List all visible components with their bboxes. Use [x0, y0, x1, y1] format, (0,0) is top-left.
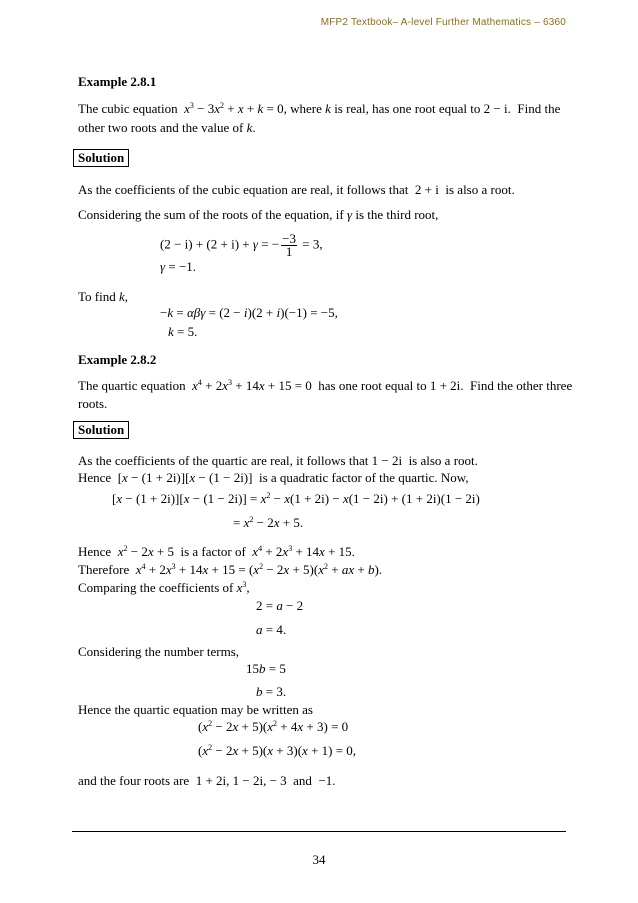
gamma-result: γ = −1.	[160, 259, 197, 274]
quadratic-expansion-line1: $[x - (1 + 2i)][x - (1 - 2i)] = x^2 - x(1 + 2i) - x(1 - 2i) + (1 + 2i)(1 - 2i)$	[112, 491, 480, 506]
cubic-equation: $x^3 - 3x^2 + x + k = 0$,	[184, 101, 287, 116]
example2-statement-line2: roots.	[78, 396, 108, 411]
footer-rule	[72, 831, 566, 832]
coefficient-equation: 2 = a − 2	[256, 598, 304, 613]
product-of-roots-equation: −k = αβγ = (2 − i)(2 + i)(−1) = −5,	[160, 305, 338, 320]
compare-coefficients-label: Comparing the coefficients of $x^3$,	[78, 580, 250, 595]
page-number: 34	[312, 852, 326, 867]
to-find-k-label: To find k,	[78, 289, 129, 304]
factored-quartic-2: $(x^2 - 2x + 5)(x + 3)(x + 1) = 0$,	[198, 743, 357, 758]
example-heading-2: Example 2.8.2	[78, 352, 157, 367]
example2-statement-line1: The quartic equation $x^4 + 2x^3 + 14x + 15 = 0$ has one root equal to 1 + 2i. Find the other three	[78, 378, 573, 393]
example2-solution-line1: As the coefficients of the quartic are real, it follows that 1 − 2i is also a root.	[78, 453, 478, 468]
solution-label-1: Solution	[73, 149, 129, 167]
a-result: a = 4.	[256, 622, 287, 637]
example-heading-1: Example 2.8.1	[78, 74, 157, 89]
k-result: k = 5.	[168, 324, 198, 339]
factorisation-statement: Therefore $x^4 + 2x^3 + 14x + 15 = (x^2 - 2x + 5)(x^2$ + ax + b).	[78, 562, 383, 577]
quadratic-factor-line: Hence [x − (1 + 2i)][x − (1 − 2i)] is a quadratic factor of the quartic. Now,	[78, 470, 469, 485]
sum-of-roots-equation: (2 − i) + (2 + i) + γ = − $\frac{-3}{1}$ = 3,	[160, 231, 323, 259]
quartic-equation: $x^4 + 2x^3 + 14x + 15 = 0$	[192, 378, 312, 393]
number-terms-label: Considering the number terms,	[78, 644, 240, 659]
example1-statement-line1: The cubic equation $x^3 - 3x^2 + x + k = 0$, where k is real, has one root equal to 2 − i. Find the	[78, 101, 561, 116]
b-result: b = 3.	[256, 684, 287, 699]
constant-equation: 15b = 5	[246, 661, 286, 676]
factor-statement: Hence $x^2 - 2x + 5$ is a factor of $x^4 + 2x^3 + 14x + 15$.	[78, 544, 355, 559]
quadratic-expansion-line2: = $x^2 - 2x + 5$.	[233, 515, 304, 530]
factored-quartic-1: $(x^2 - 2x + 5)(x^2 + 4x + 3) = 0$	[198, 719, 349, 734]
solution-label-2: Solution	[73, 421, 129, 439]
final-roots-statement: and the four roots are 1 + 2i, 1 − 2i, − 3 and −1.	[78, 773, 336, 788]
example1-solution-line2: Considering the sum of the roots of the equation, if γ is the third root,	[78, 207, 439, 222]
example1-solution-line1: As the coefficients of the cubic equation are real, it follows that 2 + i is also a root.	[78, 182, 515, 197]
example1-statement-line2: other two roots and the value of k.	[78, 120, 256, 135]
running-header: MFP2 Textbook– A-level Further Mathematics – 6360	[320, 17, 566, 28]
written-as-label: Hence the quartic equation may be written as	[78, 702, 313, 717]
